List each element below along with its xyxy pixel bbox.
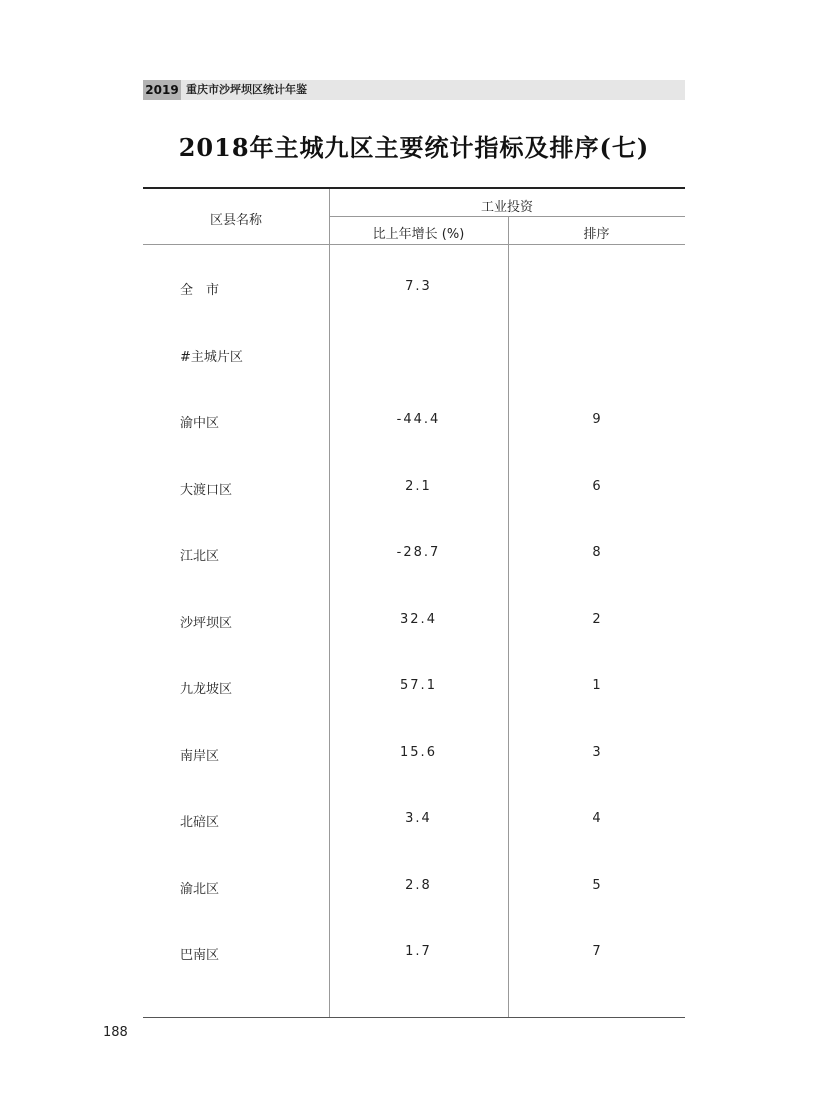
table-row [143, 721, 685, 788]
running-header-book-title: 重庆市沙坪坝区统计年鉴 [186, 83, 307, 96]
table-body [143, 255, 685, 987]
district-name: 渝北区 [180, 881, 220, 897]
growth-value: 1.7 [405, 944, 432, 959]
rank-value: 4 [592, 811, 601, 826]
rank-value: 2 [592, 611, 601, 627]
column-header-district: 区县名称 [209, 213, 262, 228]
rank-value: 3 [592, 744, 601, 760]
district-name: 九龙坡区 [180, 682, 233, 697]
district-name: 渝中区 [180, 416, 220, 431]
page-number: 188 [103, 1025, 128, 1040]
table-row [143, 388, 685, 455]
column-header-growth: 比上年增长 (%) [372, 227, 465, 242]
table-row [143, 322, 685, 389]
rank-value: 5 [592, 877, 601, 893]
column-header-rank: 排序 [583, 227, 610, 242]
page-title: 2018年主城九区主要统计指标及排序(七) [178, 133, 650, 162]
rank-value: 1 [592, 678, 601, 693]
rank-value: 7 [592, 944, 601, 959]
growth-value: -28.7 [396, 545, 441, 560]
table-row [143, 654, 685, 721]
table-row [143, 588, 685, 655]
table-row [143, 920, 685, 987]
rank-value: 8 [592, 545, 601, 560]
growth-value: 2.8 [405, 877, 432, 893]
district-name: 大渡口区 [180, 482, 233, 498]
district-name: 沙坪坝区 [180, 615, 233, 631]
table-header-rule [143, 244, 685, 245]
growth-value: 7.3 [405, 279, 432, 294]
rank-value: 9 [592, 412, 601, 427]
district-name: 江北区 [180, 549, 220, 564]
growth-value: -44.4 [396, 412, 441, 427]
growth-value: 2.1 [405, 478, 432, 494]
table-row [143, 521, 685, 588]
growth-value: 15.6 [400, 744, 437, 760]
district-name: 南岸区 [180, 748, 220, 764]
table-top-rule [143, 187, 685, 189]
table-row [143, 854, 685, 921]
table-row [143, 455, 685, 522]
table-row [143, 255, 685, 322]
growth-value: 57.1 [400, 678, 437, 693]
table-subheader-rule [329, 216, 685, 217]
rank-value: 6 [592, 478, 601, 494]
district-name: 巴南区 [180, 948, 220, 963]
table-bottom-rule [143, 1017, 685, 1018]
column-group-header-industrial-investment: 工业投资 [480, 200, 533, 215]
district-name: #主城片区 [180, 349, 243, 365]
district-name: 全 市 [180, 283, 220, 298]
running-header-year: 2019 [143, 80, 181, 100]
table-row [143, 787, 685, 854]
growth-value: 32.4 [400, 611, 437, 627]
district-name: 北碚区 [180, 815, 220, 830]
growth-value: 3.4 [405, 811, 432, 826]
